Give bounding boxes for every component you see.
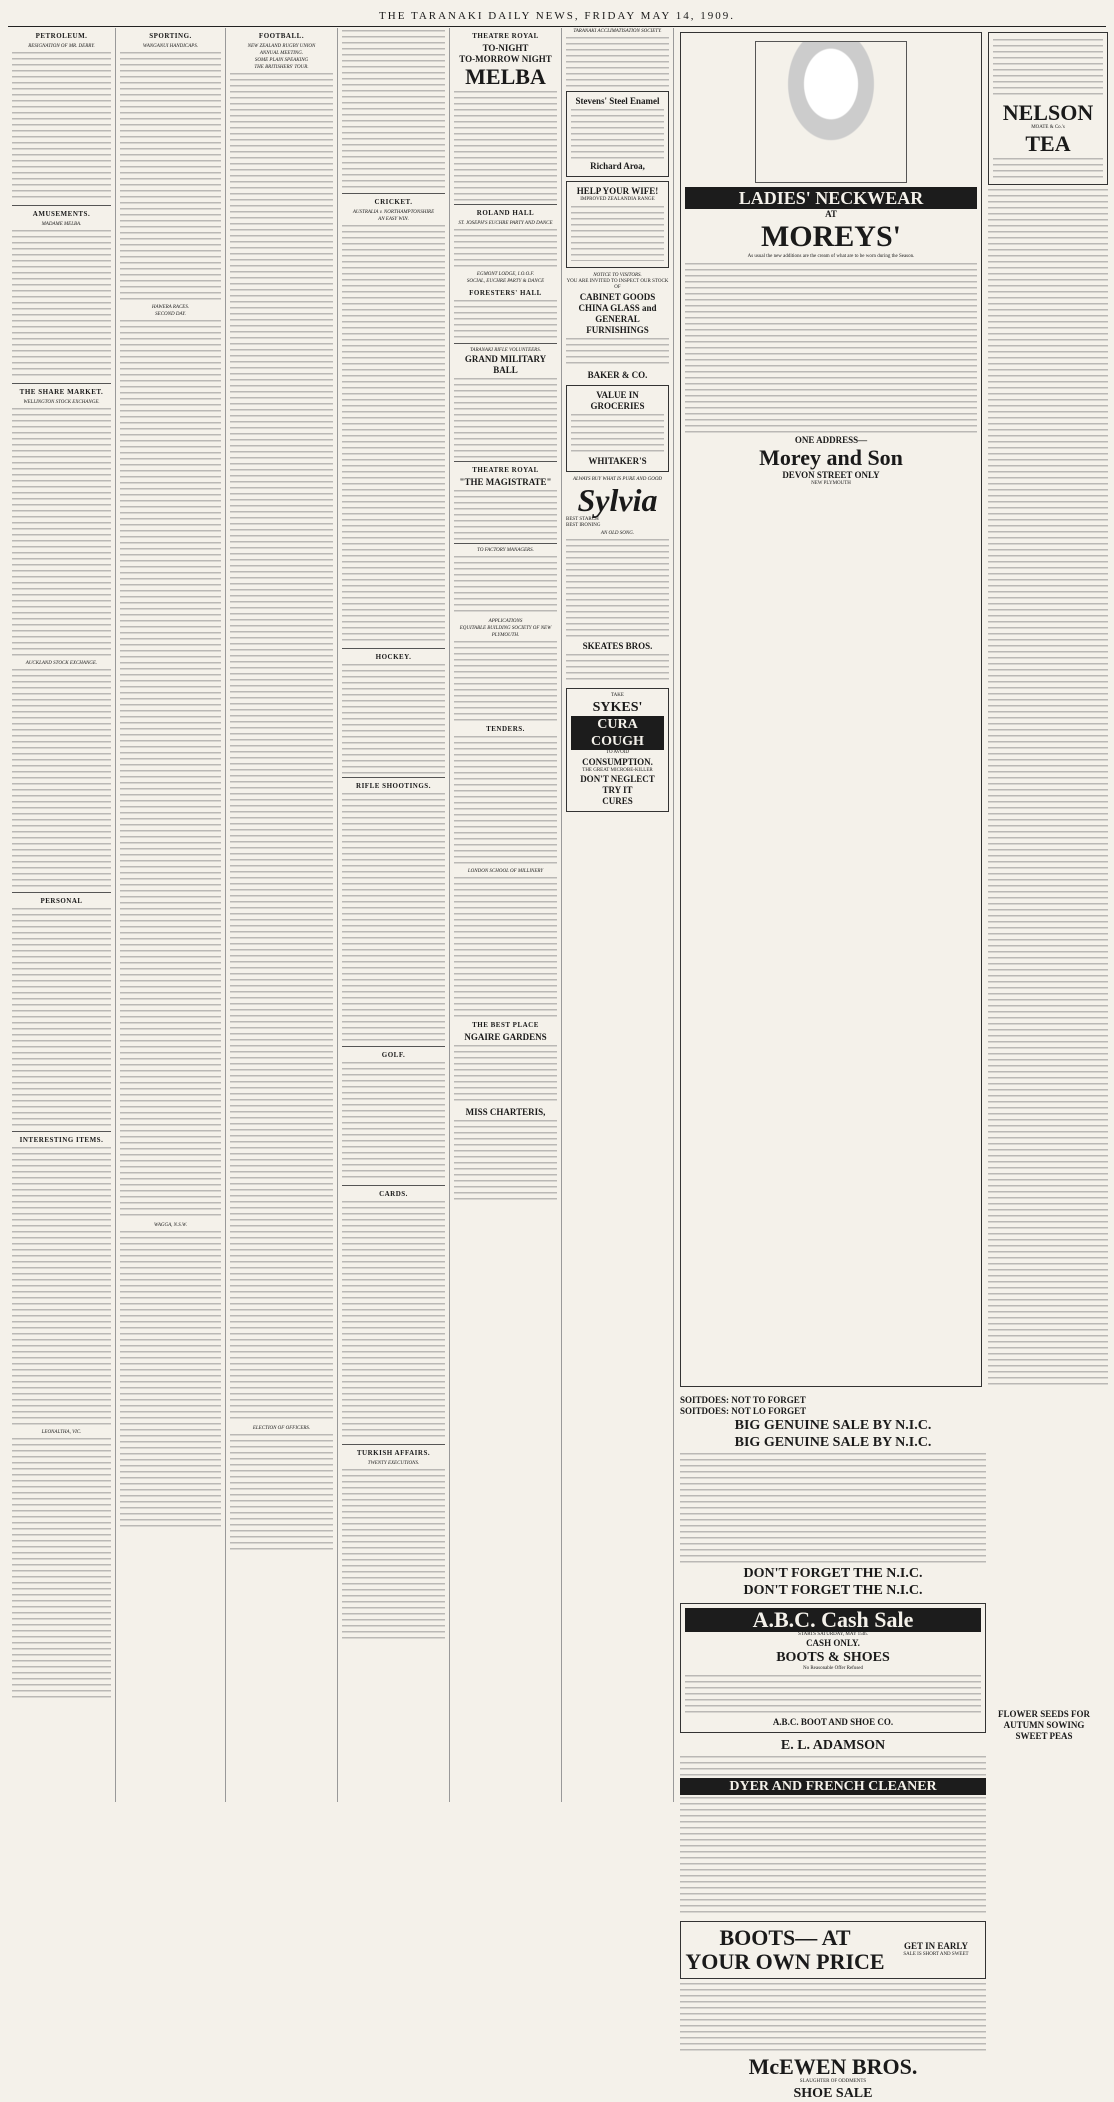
ad-subheading: EGMONT LODGE, I.O.O.F. xyxy=(476,272,535,277)
masthead: THE TARANAKI DAILY NEWS, FRIDAY MAY 14, 1909. xyxy=(8,6,1106,27)
ad-heading: TENDERS. xyxy=(486,725,525,733)
ad-subheading: LONDON SCHOOL OF MILLINERY xyxy=(467,869,544,874)
ad-dyer: DYER AND FRENCH CLEANER xyxy=(680,1778,986,1795)
section-subheading: NEW ZEALAND RUGBY UNION xyxy=(247,44,316,49)
section-heading: FOOTBALL. xyxy=(258,32,305,40)
ad-flower-seeds: FLOWER SEEDS FOR AUTUMN SOWING SWEET PEAS xyxy=(997,1709,1091,1741)
ad-subheading: TO FACTORY MANAGERS. xyxy=(477,548,534,553)
column-news-4 xyxy=(338,28,450,1802)
column-news-1 xyxy=(8,28,116,1802)
section-heading: RIFLE SHOOTINGS. xyxy=(356,782,431,790)
ad-subheading: NOTICE TO VISITORS. xyxy=(593,272,642,278)
ad-subheading: EQUITABLE BUILDING SOCIETY OF NEW PLYMOUTH. xyxy=(459,626,552,638)
nic-footer: DON'T FORGET THE N.I.C. xyxy=(743,1582,923,1598)
ad-groceries: VALUE IN GROCERIES WHITAKER'S xyxy=(566,385,669,472)
section-subheading: AUSTRALIA v. NORTHAMPTONSHIRE xyxy=(352,210,435,215)
ad-subheading: ALWAYS BUY WHAT IS PURE AND GOOD xyxy=(572,476,663,482)
section-subheading: SECOND DAY. xyxy=(155,312,186,317)
ad-sykes: TAKE SYKES' CURA COUGH TO AVOID CONSUMPTION. THE GREAT MICROBE-KILLER DON'T NEGLECT TRY IT CURES xyxy=(566,688,669,813)
ad-subheading: TARANAKI RIFLE VOLUNTEERS. xyxy=(469,348,541,353)
ad-boots-own-price: BOOTS— AT YOUR OWN PRICE GET IN EARLY SALE IS SHORT AND SWEET xyxy=(680,1921,986,1979)
nic-headline: BIG GENUINE SALE BY N.I.C. xyxy=(734,1417,932,1433)
section-heading: INTERESTING ITEMS. xyxy=(19,1136,104,1144)
ad-adamson: E. L. ADAMSON xyxy=(780,1737,886,1753)
section-subheading: MADAME MELBA. xyxy=(41,222,82,227)
section-heading: HOCKEY. xyxy=(375,653,412,661)
ad-range: HELP YOUR WIFE! IMPROVED ZEALANDIA RANGE xyxy=(566,181,669,268)
ad-heading: TO-NIGHT xyxy=(482,43,529,53)
section-heading: CARDS. xyxy=(379,1190,408,1198)
section-heading: PETROLEUM. xyxy=(35,32,88,40)
ad-heading: NGAIRE GARDENS xyxy=(464,1032,547,1042)
section-subheading: THE BRITISHERS' TOUR. xyxy=(254,65,309,70)
ad-heading: THEATRE ROYAL xyxy=(472,32,539,40)
section-subheading: HAWERA RACES. xyxy=(151,305,190,310)
section-subheading: WANGANUI HANDICAPS. xyxy=(142,44,199,49)
section-subheading: LEONALTHA, VIC. xyxy=(41,1430,82,1435)
ad-heading: MELBA xyxy=(465,64,546,89)
section-subheading: ELECTION OF OFFICERS. xyxy=(252,1426,311,1431)
nic-footer: DON'T FORGET THE N.I.C. xyxy=(743,1565,923,1581)
ad-heading: ROLAND HALL xyxy=(476,209,535,217)
section-subheading: TWENTY EXECUTIONS. xyxy=(367,1461,420,1466)
section-heading: CRICKET. xyxy=(374,198,413,206)
nic-line: SOITDOES: NOT TO FORGET xyxy=(680,1394,806,1405)
column-ads-6: TARANAKI ACCLIMATISATION SOCIETY. Stevens' Steel Enamel Richard Aroa, HELP YOUR WIFE! IMPROVED ZEALANDIA RANGE NOTICE TO VISITORS. YOU ARE INVITED TO INSPECT OUR STOCK OF CABINET GOODS CHINA GLASS and GENERAL FURNISHINGS BAKER & CO. VALUE IN GROCERIES WHITAKER'S ALWAYS BUY WHAT IS PURE AND GOOD Sylvia BEST STARCH BEST IRONING AN OLD SONG. SKEATES BROS. TAKE SYKES' CURA COUGH TO AVOID CONSUMPTION. THE GREAT MICROBE-KILLER DON'T NEGLECT TRY IT CURES xyxy=(562,28,674,1802)
ad-subheading: SOCIAL, EUCHRE PARTY & DANCE xyxy=(466,279,545,284)
ad-stevens: Stevens' Steel Enamel Richard Aroa, xyxy=(566,91,669,177)
ad-heading: "THE MAGISTRATE" xyxy=(459,477,552,487)
section-heading: AMUSEMENTS. xyxy=(32,210,91,218)
ad-nelson-tea: NELSON MOATE & Co.'s TEA xyxy=(988,32,1108,185)
ad-heading: MISS CHARTERIS, xyxy=(465,1107,546,1117)
lady-illustration xyxy=(755,41,907,183)
ad-subheading: AN OLD SONG. xyxy=(600,530,635,536)
section-heading: THE SHARE MARKET. xyxy=(19,388,104,396)
section-heading: SPORTING. xyxy=(149,32,192,40)
nic-line: SOITDOES: NOT LO FORGET xyxy=(680,1405,807,1416)
section-subheading: WELLINGTON STOCK EXCHANGE. xyxy=(23,400,100,405)
column-notices xyxy=(450,28,562,1802)
ad-heading: FORESTERS' HALL xyxy=(469,289,542,297)
column-news-2 xyxy=(116,28,226,1802)
section-subheading: AN EASY WIN. xyxy=(378,217,409,222)
ad-heading: TO-MORROW NIGHT xyxy=(459,54,552,64)
column-news-3 xyxy=(226,28,338,1802)
column-ads-display: LADIES' NECKWEAR AT MOREYS' As usual the new additions are the cream of what are to be worn during the Season. ONE ADDRESS— Morey and Son DEVON STREET ONLY NEW PLYMOUTH NELSON MOATE & Co.'s TEA SOITDOES: NOT TO FORGET SOITDOES: NOT LO FORGET BIG GENUINE SALE BY N.I.C. BIG GENUINE SALE BY N.I.C. DON'T FORGET THE N.I.C. DON'T FORGET THE N.I.C. A.B.C. Cash Sale STARTS SATURDAY, MAY 15th. CASH ONLY. BOOTS & SHOES No Reasonable Offer Refused A.B.C. BOOT AND SHOE CO. E. L. ADAMSON DYER AND FRENCH CLEANER BOOTS— AT YOUR OWN PRICE GET IN EARLY SALE IS SHORT AND SWEET McEWEN BROS. SLAUGHTER OF ODDMENTS SHOE SALE FLOWER SEEDS FOR AUTUMN SOWING SWEET PEAS xyxy=(674,28,1108,1802)
ad-abc-cash-sale: A.B.C. Cash Sale STARTS SATURDAY, MAY 15th. CASH ONLY. BOOTS & SHOES No Reasonable Offer Refused A.B.C. BOOT AND SHOE CO. xyxy=(680,1603,986,1733)
ad-subheading: TARANAKI ACCLIMATISATION SOCIETY. xyxy=(573,29,662,34)
nic-headline: BIG GENUINE SALE BY N.I.C. xyxy=(734,1434,932,1450)
section-subheading: SOME PLAIN SPEAKING xyxy=(254,58,309,63)
section-subheading: ANNUAL MEETING. xyxy=(259,51,304,56)
ad-heading: THE BEST PLACE xyxy=(472,1021,539,1029)
section-subheading: WAGGA, N.S.W. xyxy=(154,1223,187,1228)
section-heading: PERSONAL xyxy=(40,897,83,905)
section-heading: TURKISH AFFAIRS. xyxy=(356,1449,431,1457)
ad-heading: GRAND MILITARY BALL xyxy=(464,354,547,375)
ad-subheading: APPLICATIONS xyxy=(488,619,523,624)
section-heading: GOLF. xyxy=(381,1051,406,1059)
ad-subheading: ST. JOSEPH'S EUCHRE PARTY AND DANCE xyxy=(458,221,553,226)
section-subheading: RESIGNATION OF MR. DERRY. xyxy=(28,44,95,49)
ad-heading: THEATRE ROYAL xyxy=(472,466,539,474)
sidebar-ads xyxy=(988,28,1108,1391)
section-subheading: AUCKLAND STOCK EXCHANGE. xyxy=(25,661,98,666)
ad-mcewen: McEWEN BROS. xyxy=(748,2053,918,2079)
ad-moreys: LADIES' NECKWEAR AT MOREYS' As usual the new additions are the cream of what are to be worn during the Season. ONE ADDRESS— Morey and Son DEVON STREET ONLY NEW PLYMOUTH xyxy=(680,32,982,1387)
sylvia-logo: Sylvia xyxy=(577,481,658,518)
